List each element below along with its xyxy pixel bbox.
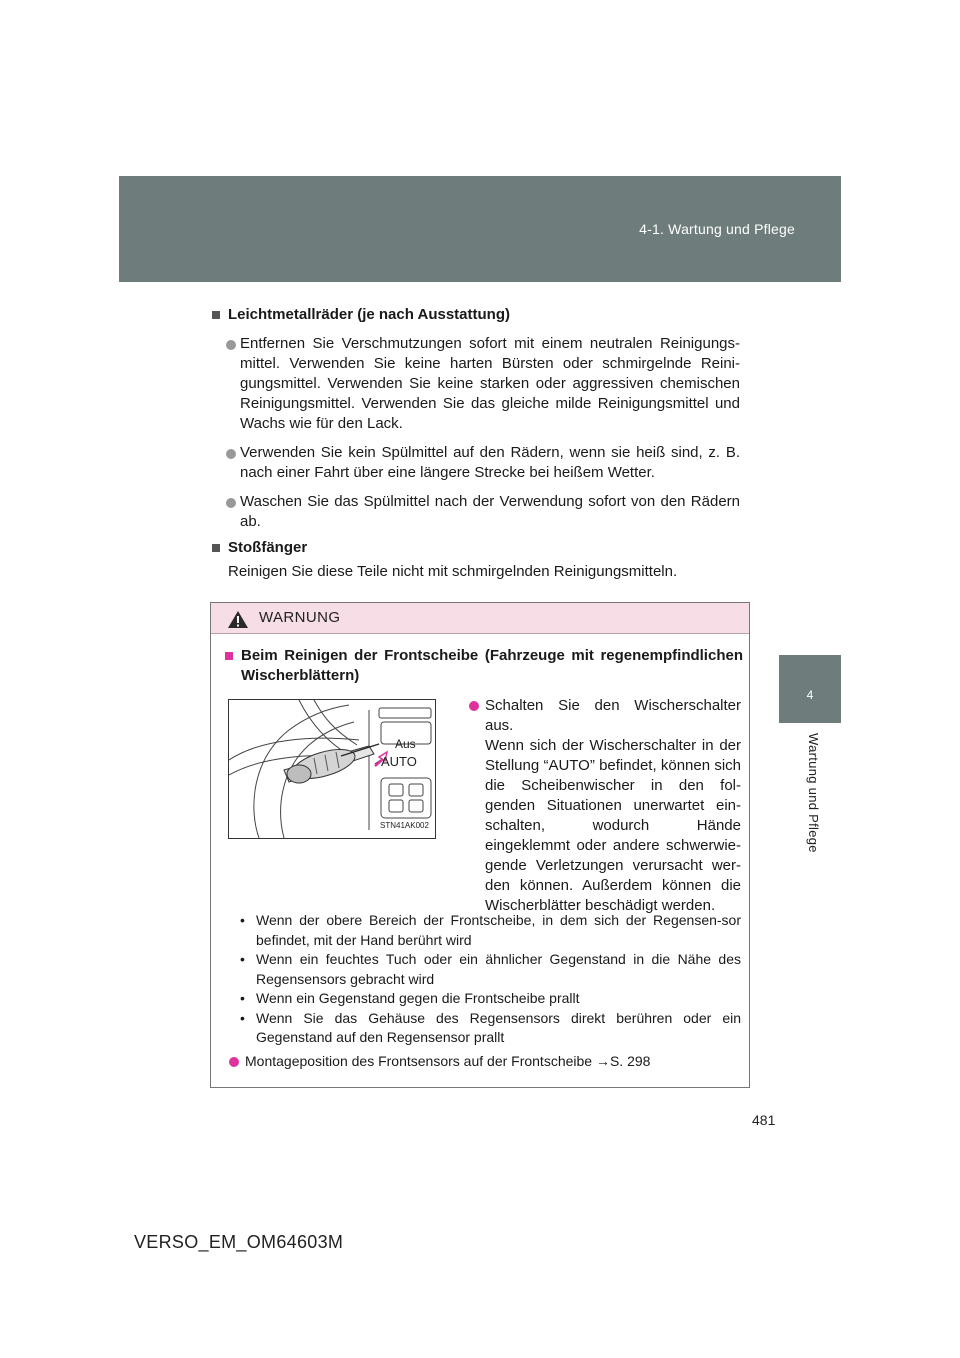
list-item [212, 334, 740, 434]
warning-last-bullet [229, 1052, 757, 1071]
warning-header [211, 603, 749, 634]
warning-triangle-icon [227, 610, 249, 629]
list-item [229, 950, 741, 989]
warning-body [225, 646, 743, 686]
wiper-switch-figure [228, 699, 436, 839]
circle-bullet-icon [226, 340, 236, 350]
section-text: Reinigen Sie diese Teile nicht mit schmirgelnden Reinigungsmitteln. [228, 563, 678, 580]
list-item [212, 443, 740, 483]
main-content [212, 305, 740, 591]
figure-label-aus: Aus [395, 737, 416, 751]
section-heading-alloy-wheels [212, 305, 740, 325]
list-item [212, 492, 740, 532]
wiper-switch-illustration [229, 700, 435, 838]
document-code: VERSO_EM_OM64603M [134, 1232, 344, 1252]
bullet-mark: • [240, 912, 245, 928]
bullet-mark: • [240, 990, 245, 1006]
square-bullet-icon [212, 311, 220, 319]
figure-label-auto: AUTO [381, 754, 417, 769]
warning-title: WARNUNG [259, 609, 341, 626]
circle-bullet-icon [226, 498, 236, 508]
square-bullet-icon [212, 544, 220, 552]
section-title: 4-1. Wartung und Pflege [639, 221, 795, 237]
warning-side-text [469, 696, 741, 916]
warning-box [210, 602, 750, 1088]
warning-bullet-text: Schalten Sie den Wischerschalter aus. [485, 697, 741, 734]
list-item-text: Wenn ein Gegenstand gegen die Frontscheibe prallt [256, 990, 580, 1006]
bullet-mark: • [240, 951, 245, 967]
warning-bullet [469, 696, 741, 736]
circle-bullet-icon [229, 1057, 239, 1067]
section-heading-text: Leichtmetallräder (je nach Ausstattung) [228, 306, 510, 323]
list-item-text: Entfernen Sie Verschmutzungen sofort mit einem neutralen Reinigungs-mittel. Verwenden Sie keine harten Bürsten oder schmirgelnde Reini-gungsmittel. Verwenden Sie keine starken oder aggressiven chemischen Reinigungsmittel. Verwenden Sie das gleiche milde Reinigungsmittel und Wachs wie für den Lack. [240, 335, 740, 432]
section-heading-text: Stoßfänger [228, 539, 308, 556]
list-item-text: Wenn Sie das Gehäuse des Regensensors direkt berühren oder ein Gegenstand auf den Regensensor prallt [256, 1009, 741, 1045]
circle-bullet-icon [226, 449, 236, 459]
list-item-text: Waschen Sie das Spülmittel nach der Verwendung sofort von den Rädern ab. [240, 493, 740, 530]
warning-sub-list [229, 911, 741, 1048]
circle-bullet-icon [469, 701, 479, 711]
warning-heading [225, 646, 743, 686]
warning-last-bullet-text: Montageposition des Frontsensors auf der Frontscheibe →S. 298 [245, 1053, 651, 1069]
list-item [229, 911, 741, 950]
chapter-tab [779, 655, 841, 723]
bullet-mark: • [240, 1009, 245, 1026]
chapter-side-title: Wartung und Pflege [806, 733, 821, 853]
warning-paragraph: Wenn sich der Wischerschalter in der Stellung “AUTO” befindet, können sich die Scheibenwischer in den fol-genden Situationen unerwartet ein-schalten, wodurch Hände eingeklemmt oder andere schwerwie-gende Verletzungen verursacht wer-den können. Außerdem können die Wischerblätter beschädigt werden. [485, 737, 741, 914]
warning-heading-text: Beim Reinigen der Frontscheibe (Fahrzeuge mit regenempfindlichen Wischerblättern) [241, 647, 743, 684]
page-number: 481 [752, 1112, 776, 1128]
list-item-text: Verwenden Sie kein Spülmittel auf den Rädern, wenn sie heiß sind, z. B. nach einer Fahrt über eine längere Strecke bei heißem Wetter. [240, 444, 740, 481]
figure-code: STN41AK002 [380, 821, 429, 830]
chapter-header-band [119, 176, 841, 282]
square-bullet-icon [225, 652, 233, 660]
list-item [229, 1009, 741, 1048]
chapter-number: 4 [806, 688, 814, 702]
list-item [229, 989, 741, 1009]
list-item-text: Wenn der obere Bereich der Frontscheibe, in dem sich der Regensen-sor befindet, mit der Hand berührt wird [256, 912, 741, 948]
list-item-text: Wenn ein feuchtes Tuch oder ein ähnlicher Gegenstand in die Nähe des Regensensors gebracht wird [256, 951, 741, 987]
section-heading-bumpers [212, 538, 740, 558]
